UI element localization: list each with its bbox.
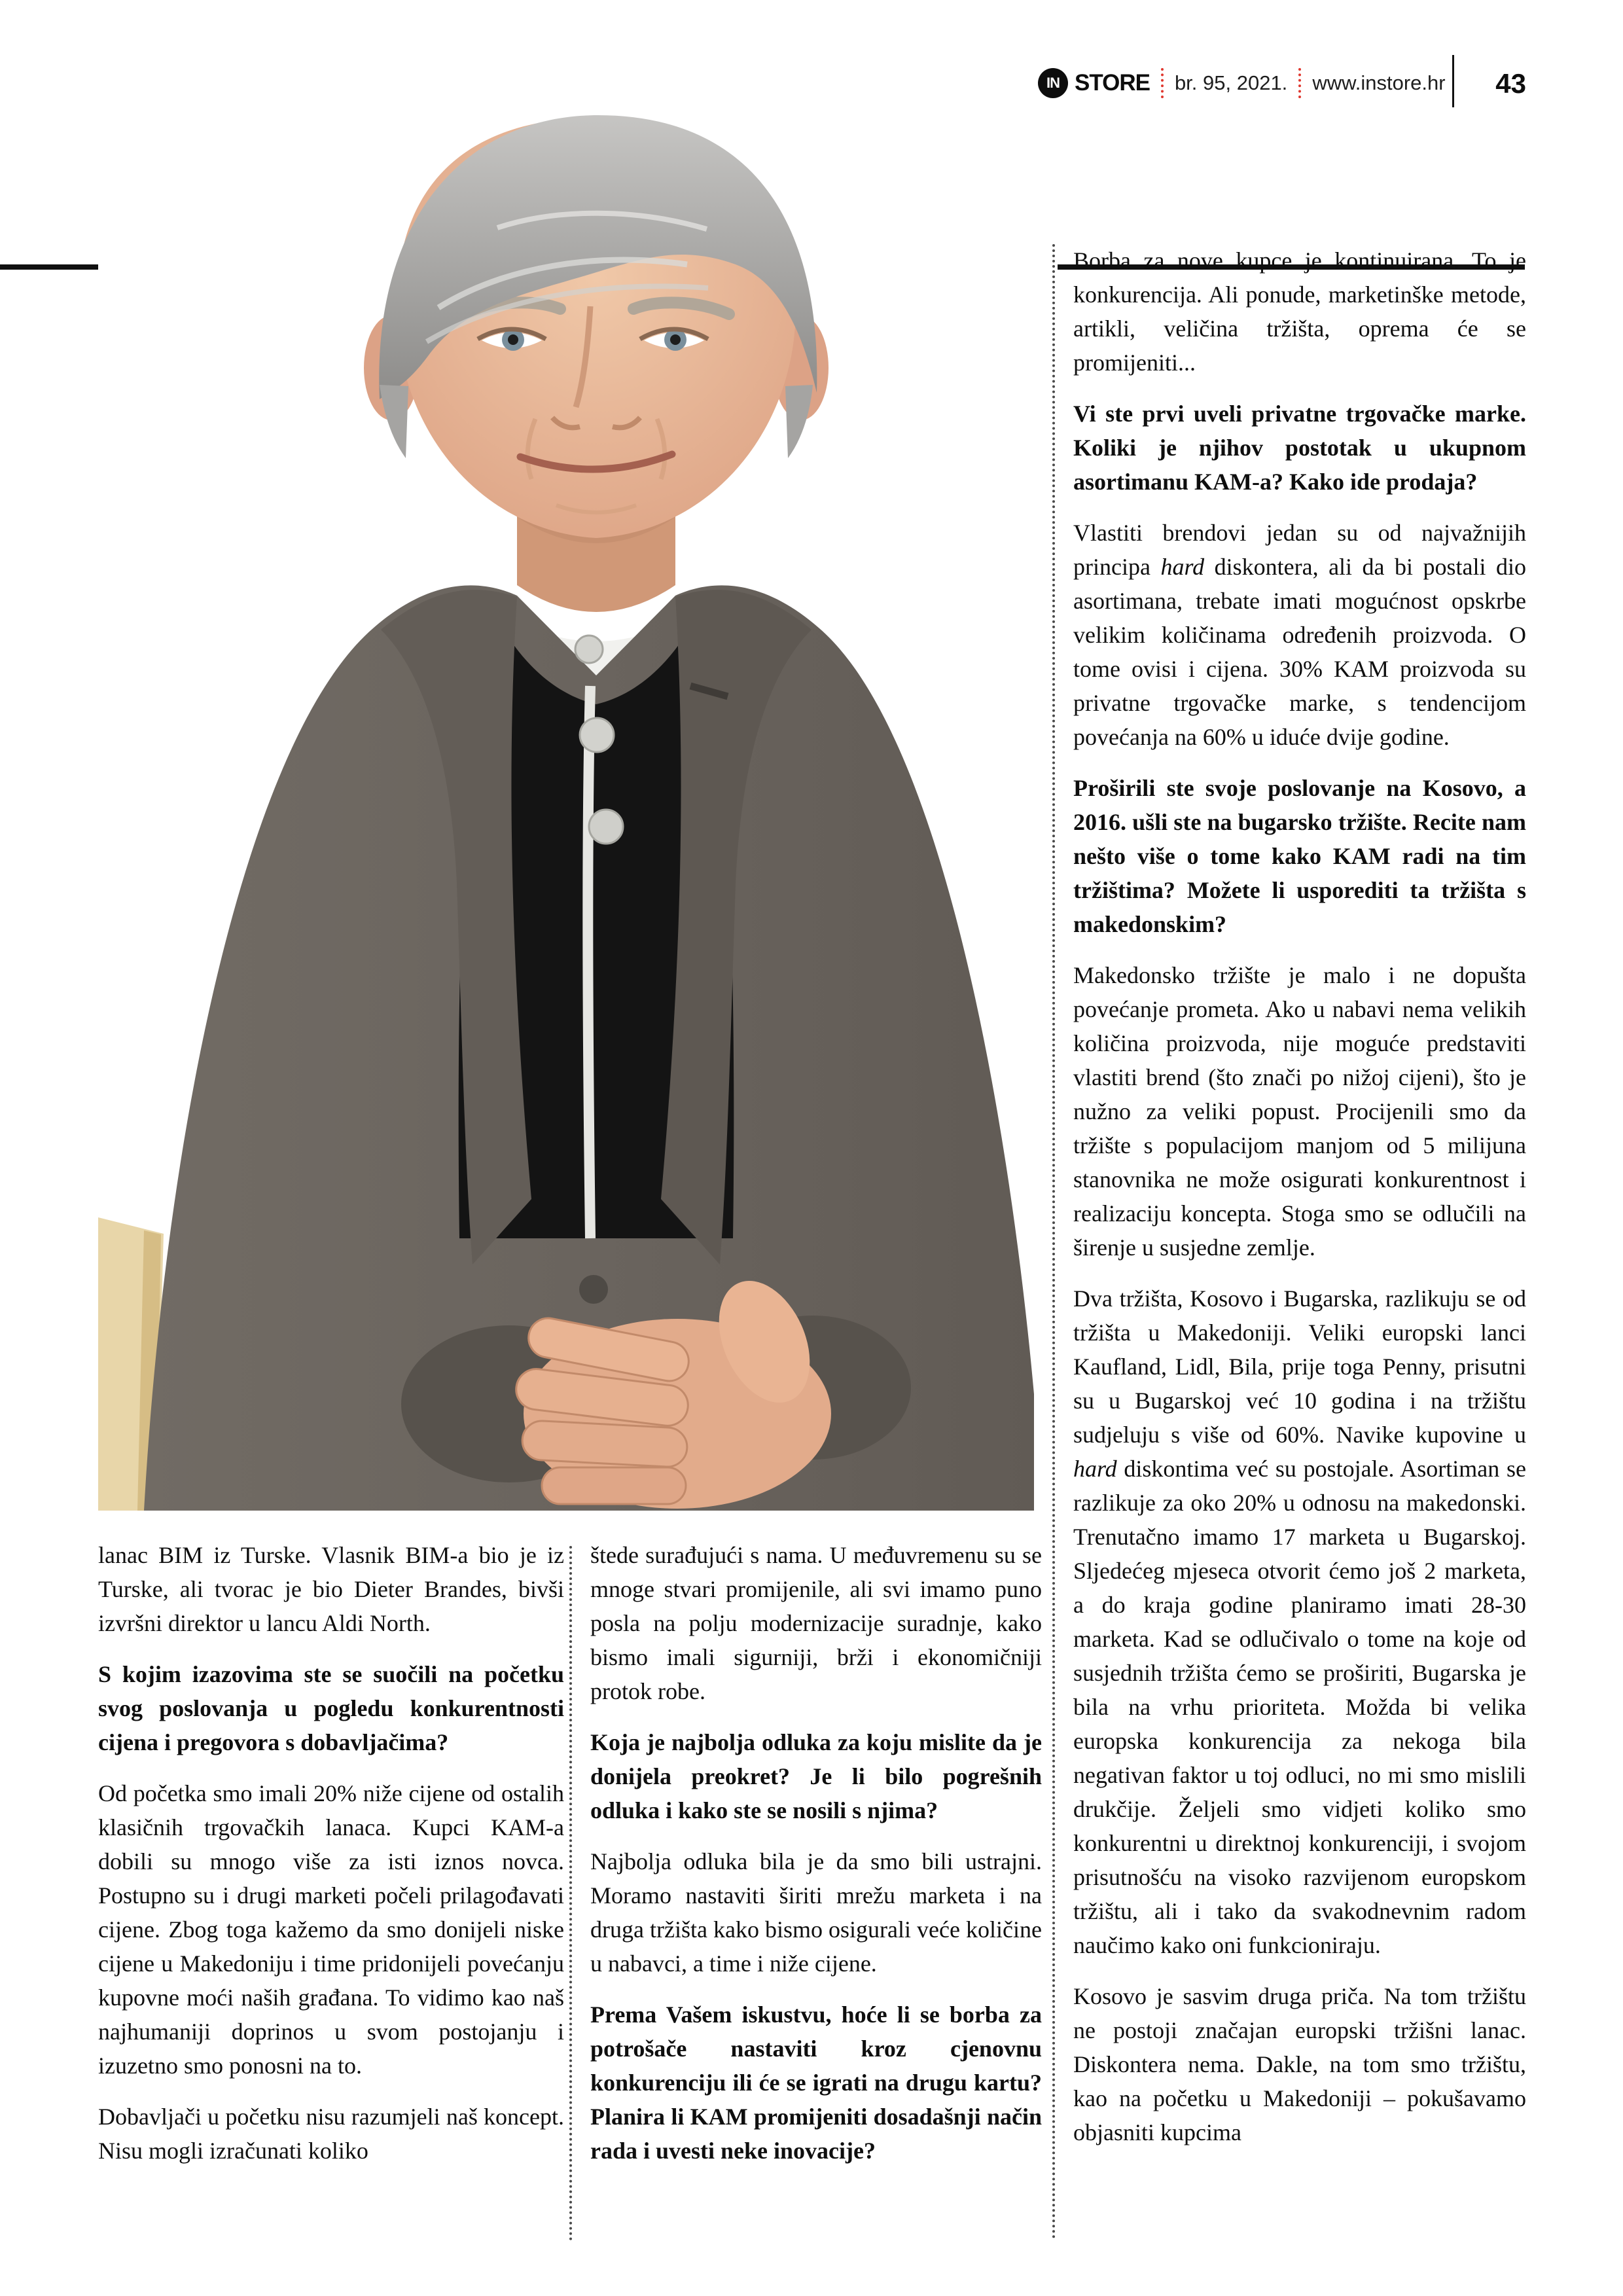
red-dotted-divider-icon xyxy=(1161,68,1164,98)
article-paragraph: Od početka smo imali 20% niže cijene od ostalih klasičnih trgovačkih lanaca. Kupci KAM-a dobili su mnogo više za isti iznos novca. Postupno su i drugi marketi počeli prilagođavati cijene. Zbog toga kažemo da smo donijeli niske cijene u Makedoniju i time pridonijeli povećanju kupovne moći naših građana. To vidimo kao naš najhumaniji doprinos u svom postojanju i izuzetno smo ponosni na to. xyxy=(98,1780,564,2079)
paragraph-text: Dva tržišta, Kosovo i Bugarska, razlikuju se od tržišta u Makedoniji. Veliki europski lanci Kaufland, Lidl, Bila, prije toga Penny, prisutni su u Bugarskoj već 10 godina i na tržištu sudjeluju s više od 60%. Navike kupovine u xyxy=(1073,1285,1526,1448)
logo-text: STORE xyxy=(1075,70,1150,96)
paragraph-text: Vlastiti brendovi jedan su od najvažnijih principa xyxy=(1073,520,1526,580)
italic-term: hard xyxy=(1073,1456,1117,1482)
paragraph-text: diskontera, ali da bi postali dio asortimana, trebate imati mogućnost opskrbe velikim količinama određenih proizvoda. O tome ovisi i cijena. 30% KAM proizvoda su privatne trgovačke marke, s tendencijom povećanja na 60% u iduće dvije godine. xyxy=(1073,554,1526,750)
article-paragraph xyxy=(1073,516,1526,754)
article-paragraph: štede surađujući s nama. U međuvremenu su se mnoge stvari promijenile, ali svi imamo puno posla na polju modernizacije suradnje, kako bismo imali sigurniji, brži i ekonomičniji protok robe. xyxy=(590,1542,1042,1704)
header-divider-line xyxy=(1452,55,1454,107)
jacket-button xyxy=(579,1275,608,1304)
instore-logo xyxy=(1038,68,1150,98)
article-column-left xyxy=(98,1538,564,2279)
article-column-middle xyxy=(590,1538,1042,2279)
article-paragraph: Borba za nove kupce je kontinuirana. To je konkurencija. Ali ponude, marketinške metode, artikli, veličina tržišta, oprema će se promijeniti... xyxy=(1073,247,1526,376)
page-header xyxy=(1038,63,1446,103)
column-separator-right xyxy=(1052,244,1055,2240)
article-paragraph: lanac BIM iz Turske. Vlasnik BIM-a bio je iz Turske, ali tvorac je bio Dieter Brandes, bivši izvršni direktor u lancu Aldi North. xyxy=(98,1542,564,1636)
red-dotted-divider-icon xyxy=(1298,68,1301,98)
instore-logo-icon: IN xyxy=(1038,68,1068,98)
website-label: www.instore.hr xyxy=(1312,71,1446,94)
paragraph-text: diskontima već su postojale. Asortiman se razlikuje za oko 20% u odnosu na makedonski. Trenutačno imamo 17 marketa u Bugarskoj. Sljedećeg mjeseca otvorit ćemo još 2 marketa, a do kraja godine planiramo imati 28-30 marketa. Kad se odlučivalo o tome na koje od susjednih tržišta ćemo se proširiti, Bugarska je bila na vrhu prioriteta. Možda bi velika europska konkurencija za nekoga bila negativan faktor u toj odluci, no mi smo mislili drukčije. Željeli smo vidjeti koliko smo konkurentni u direktnoj konkurenciji, i svojom prisutnošću na visoko razvijenom europskom tržištu, ali i tako da svakodnevnim radom naučimo kako oni funkcioniraju. xyxy=(1073,1456,1526,1958)
article-paragraph: Dobavljači u početku nisu razumjeli naš koncept. Nisu mogli izračunati koliko xyxy=(98,2104,564,2164)
interview-question: Koja je najbolja odluka za koju mislite da je donijela preokret? Je li bilo pogrešnih odluka i kako ste se nosili s njima? xyxy=(590,1729,1042,1823)
interview-question: Proširili ste svoje poslovanje na Kosovo, a 2016. ušli ste na bugarsko tržište. Recite nam nešto više o tome kako KAM radi na tim tržištima? Možete li usporediti ta tržišta s makedonskim? xyxy=(1073,775,1526,937)
portrait-photo xyxy=(98,111,1034,1511)
article-paragraph: Najbolja odluka bila je da smo bili ustrajni. Moramo nastaviti širiti mrežu marketa i na druga tržišta kako bismo osigurali veće količine u nabavci, a time i niže cijene. xyxy=(590,1848,1042,1977)
shirt-placket xyxy=(588,686,590,1238)
interview-question: S kojim izazovima ste se suočili na početku svog poslovanja u pogledu konkurentnosti cijena i pregovora s dobavljačima? xyxy=(98,1661,564,1755)
interview-question: Prema Vašem iskustvu, hoće li se borba za potrošače nastaviti kroz cjenovnu konkurenciju ili će se igrati na drugu kartu? Planira li KAM promijeniti dosadašnji način rada i uvesti neke inovacije? xyxy=(590,2001,1042,2164)
article-paragraph xyxy=(1073,1282,1526,1962)
article-paragraph: Makedonsko tržište je malo i ne dopušta povećanje prometa. Ako u nabavi nema velikih količina proizvoda, nije moguće predstaviti vlastiti brend (što znači po nižoj cijeni), što je nužno za veliki popust. Procijenili smo da tržište s populacijom manjom od 5 milijuna stanovnika ne može osigurati konkurentnost i realizaciju koncepta. Stoga smo se odlučili na širenje u susjedne zemlje. xyxy=(1073,962,1526,1261)
interview-question: Vi ste prvi uveli privatne trgovačke marke. Koliki je njihov postotak u ukupnom asortimanu KAM-a? Kako ide prodaja? xyxy=(1073,401,1526,495)
issue-label: br. 95, 2021. xyxy=(1174,71,1288,94)
italic-term: hard xyxy=(1160,554,1205,580)
article-column-right xyxy=(1073,243,1526,2280)
article-paragraph: Kosovo je sasvim druga priča. Na tom tržištu ne postoji značajan europski tržišni lanac. Diskontera nema. Dakle, na tom smo tržištu, kao na početku u Makedoniji – pokušavamo objasniti kupcima xyxy=(1073,1983,1526,2145)
column-separator-middle xyxy=(569,1546,572,2241)
portrait-illustration xyxy=(98,111,1034,1511)
page-number: 43 xyxy=(1495,68,1526,99)
